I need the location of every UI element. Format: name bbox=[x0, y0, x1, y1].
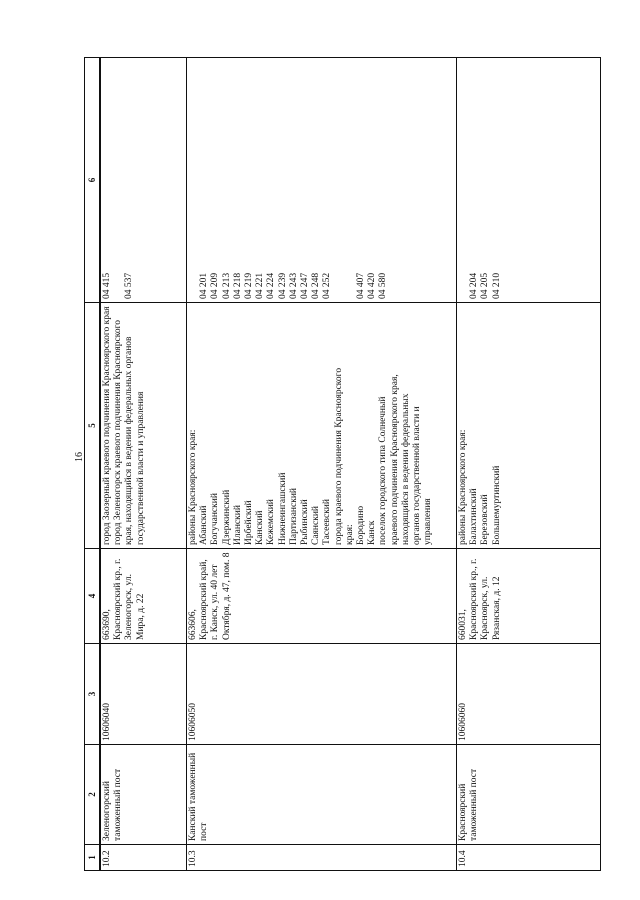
territory-line: город Заозерный краевого подчинения Красноярского края bbox=[102, 306, 112, 545]
okato-code: 04 247 bbox=[300, 272, 311, 299]
okato-code bbox=[412, 61, 423, 299]
territory-line: районы Красноярского края: bbox=[458, 429, 468, 545]
okato-code: 04 210 bbox=[491, 272, 502, 299]
territory-line: Дзержинский bbox=[221, 489, 232, 545]
okato-code: 04 415 bbox=[102, 272, 112, 299]
okato-code: 04 243 bbox=[288, 272, 299, 299]
territory-line: города краевого подчинения Красноярского bbox=[333, 367, 344, 545]
territory-line: поселок городского типа Солнечный bbox=[378, 396, 389, 545]
okato-code: 04 209 bbox=[210, 272, 221, 299]
row-number: 10.2 bbox=[101, 844, 186, 870]
row-number: 10.4 bbox=[457, 844, 601, 870]
okato-code bbox=[401, 61, 412, 299]
post-address: 660031, Красноярский кр., г. Красноярск, ул. Рязанская, д. 12 bbox=[457, 548, 601, 643]
table-row bbox=[100, 58, 186, 870]
column-header-1: 1 bbox=[85, 844, 100, 870]
okato-code: 04 580 bbox=[378, 272, 389, 299]
territory-line: Саянский bbox=[311, 505, 322, 545]
territory-line: Кежемский bbox=[266, 499, 277, 545]
okato-code bbox=[390, 61, 401, 299]
okato-code bbox=[345, 61, 356, 299]
okato-code: 04 213 bbox=[221, 272, 232, 299]
okato-code: 04 248 bbox=[311, 272, 322, 299]
territory-line: краевого подчинения Красноярского края, bbox=[389, 374, 400, 545]
okato-code: 04 537 bbox=[124, 272, 135, 299]
territory-line: Балахтинский bbox=[469, 488, 480, 545]
territory-list bbox=[187, 302, 456, 548]
column-header-6: 6 bbox=[85, 58, 100, 302]
okato-code bbox=[113, 61, 124, 299]
post-name: Канский таможенный пост bbox=[187, 744, 456, 844]
table-container bbox=[84, 57, 601, 871]
okato-code bbox=[458, 61, 469, 299]
okato-code: 04 221 bbox=[255, 272, 266, 299]
column-header-4: 4 bbox=[85, 548, 100, 643]
territory-line: Нижнеингашский bbox=[277, 472, 288, 545]
column-header-2: 2 bbox=[85, 744, 100, 844]
okato-code: 04 239 bbox=[277, 272, 288, 299]
territory-line: Ирбейский bbox=[244, 500, 255, 545]
column-header-5: 5 bbox=[85, 302, 100, 548]
territory-line: Иланский bbox=[232, 505, 243, 545]
customs-table bbox=[84, 57, 601, 871]
post-address: 663606, Красноярский край, г. Канск, ул. 40 лет Октября, д. 47, пом. 8 bbox=[187, 548, 456, 643]
territory-line: Партизанский bbox=[288, 488, 299, 545]
okato-code: 04 407 bbox=[356, 272, 366, 299]
okato-code bbox=[188, 61, 199, 299]
post-name: Зеленогорский таможенный пост bbox=[101, 744, 186, 844]
okato-list bbox=[101, 58, 186, 302]
territory-line: края: bbox=[344, 524, 355, 545]
territory-line: Березовский bbox=[480, 494, 491, 545]
territory-list bbox=[101, 302, 186, 548]
post-code: 10606050 bbox=[187, 643, 456, 744]
territory-line: Канский bbox=[255, 510, 266, 545]
okato-list bbox=[187, 58, 456, 302]
territory-line: находящийся в ведении федеральных bbox=[400, 393, 411, 545]
territory-line: Абанский bbox=[199, 505, 210, 545]
territory-line: органов государственной власти и bbox=[412, 406, 423, 545]
territory-line: управления bbox=[423, 498, 434, 545]
territory-line: Тасеевский bbox=[322, 499, 333, 545]
territory-line: Богучанский bbox=[210, 493, 221, 545]
okato-code: 04 224 bbox=[266, 272, 277, 299]
territory-line: районы Красноярского края: bbox=[188, 429, 198, 545]
territory-line: Бородино bbox=[356, 505, 367, 545]
okato-code: 04 420 bbox=[367, 272, 378, 299]
okato-code: 04 204 bbox=[469, 272, 480, 299]
table-row bbox=[186, 58, 456, 870]
okato-code: 04 201 bbox=[199, 272, 210, 299]
column-header-3: 3 bbox=[85, 643, 100, 744]
okato-code: 04 205 bbox=[480, 272, 491, 299]
okato-code: 04 218 bbox=[232, 272, 243, 299]
page-number: 16 bbox=[74, 452, 85, 462]
territory-line: Большемуртинский bbox=[491, 465, 502, 545]
territory-line: Рыбинский bbox=[300, 499, 311, 545]
row-number: 10.3 bbox=[187, 844, 456, 870]
post-address: 663690, Красноярский кр., г. Зеленогорск, ул. Мира, д. 22 bbox=[101, 548, 186, 643]
okato-code: 04 219 bbox=[244, 272, 254, 299]
okato-code: 04 252 bbox=[322, 272, 333, 299]
table-row bbox=[456, 58, 601, 870]
territory-list bbox=[457, 302, 601, 548]
territory-line: Канск bbox=[367, 520, 378, 545]
okato-list bbox=[457, 58, 601, 302]
post-code: 10606060 bbox=[457, 643, 601, 744]
post-code: 10606040 bbox=[101, 643, 186, 744]
okato-code bbox=[423, 61, 434, 299]
territory-line: город Зеленогорск краевого подчинения Красноярского края, находящийся в ведении федеральных органов государственной власти и управления bbox=[113, 319, 146, 545]
post-name: Красноярский таможенный пост bbox=[457, 744, 601, 844]
okato-code bbox=[334, 61, 345, 299]
